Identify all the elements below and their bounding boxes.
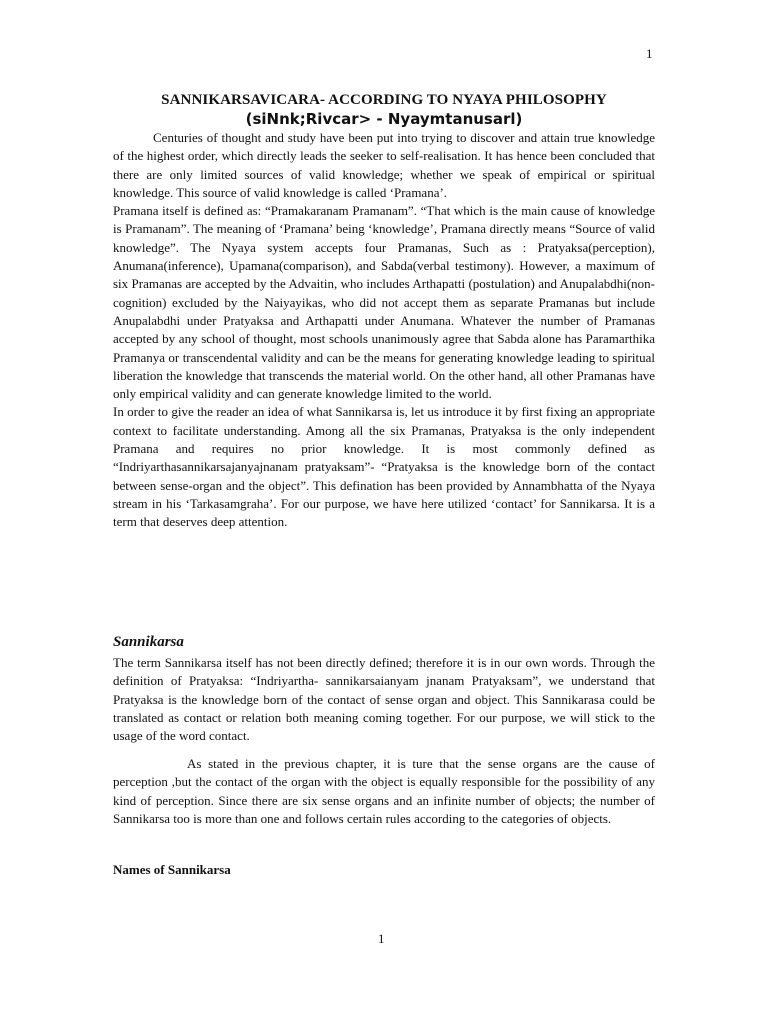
page-number: 1 xyxy=(646,46,653,61)
paragraph-perception: As stated in the previous chapter, it is ture that the sense organs are the cause of perception ,but the contact of the organ with the object is equally responsible for the possibility of any kind of perception. Since there are six sense organs and an infinite number of objects; the number of Sannikarsa too is more than one and follows certain rules according to the categories of objects. xyxy=(113,756,655,826)
subheading-names-of-sannikarsa: Names of Sannikarsa xyxy=(113,862,231,877)
paragraph-pramana: Pramana itself is defined as: “Pramakaranam Pramanam”. “That which is the main cause of knowledge is Pramanam”. The meaning of ‘Pramana’ being ‘knowledge’, Pramana directly means “Source of valid knowledge”. The Nyaya system accepts four Pramanas, Such as : Pratyaksa(perception), Anumana(inference), Upamana(comparison), and Sabda(verbal testimony). However, a maximum of six Pramanas are accepted by the Advaitin, who includes Arthapatti (postulation) and Anupalabdhi(non-cognition) excluded by the Naiyayikas, who did not accept them as separate Pramanas but include Anupalabdhi under Pratyaksa and Arthapatti under Anumana. Whatever the number of Pramanas accepted by any school of thought, most schools unanimously agree that Sabda alone has Paramarthika Pramanya or transcendental validity and can be the means for generating knowledge leading to spiritual liberation the knowledge that transcends the material world. On the other hand, all other Pramanas have only empirical validity and can generate knowledge limited to the world. xyxy=(113,203,655,402)
document-title: SANNIKARSAVICARA- ACCORDING TO NYAYA PHILOSOPHY xyxy=(161,92,607,108)
intro-section xyxy=(113,129,655,532)
footer-page-number: 1 xyxy=(378,931,385,946)
paragraph-intro: Centuries of thought and study have been put into trying to discover and attain true knowledge of the highest order, which directly leads the seeker to self-realisation. It has hence been concluded that there are only limited sources of valid knowledge; whether we speak of empirical or spiritual knowledge. This source of valid knowledge is called ‘Pramana’. xyxy=(113,130,655,200)
document-subtitle: (siNnk;Rivcar> - Nyaymtanusarl) xyxy=(245,110,523,128)
section-heading-sannikarsa: Sannikarsa xyxy=(113,634,184,650)
paragraph-definition: The term Sannikarsa itself has not been directly defined; therefore it is in our own words. Through the definition of Pratyaksa: “Indriyartha- sannikarsaianyam jnanam Pratyaksam”, we understand that Pratyaksa is the knowledge born of the contact of sense organ and object. This Sannikarasa could be translated as contact or relation both meaning coming together. For our purpose, we will stick to the usage of the word contact. xyxy=(113,655,655,744)
paragraph-context: In order to give the reader an idea of what Sannikarsa is, let us introduce it by first fixing an appropriate context to facilitate understanding. Among all the six Pramanas, Pratyaksa is the only independent Pramana and requires no prior knowledge. It is most commonly defined as “Indriyarthasannikarsajanyajnanam pratyaksam”- “Pratyaksa is the knowledge born of the contact between sense-organ and the object”. This defination has been provided by Annambhatta of the Nyaya stream in his ‘Tarkasamgraha’. For our purpose, we have here utilized ‘contact’ for Sannikarsa. It is a term that deserves deep attention. xyxy=(113,404,655,530)
document-header xyxy=(113,92,655,129)
